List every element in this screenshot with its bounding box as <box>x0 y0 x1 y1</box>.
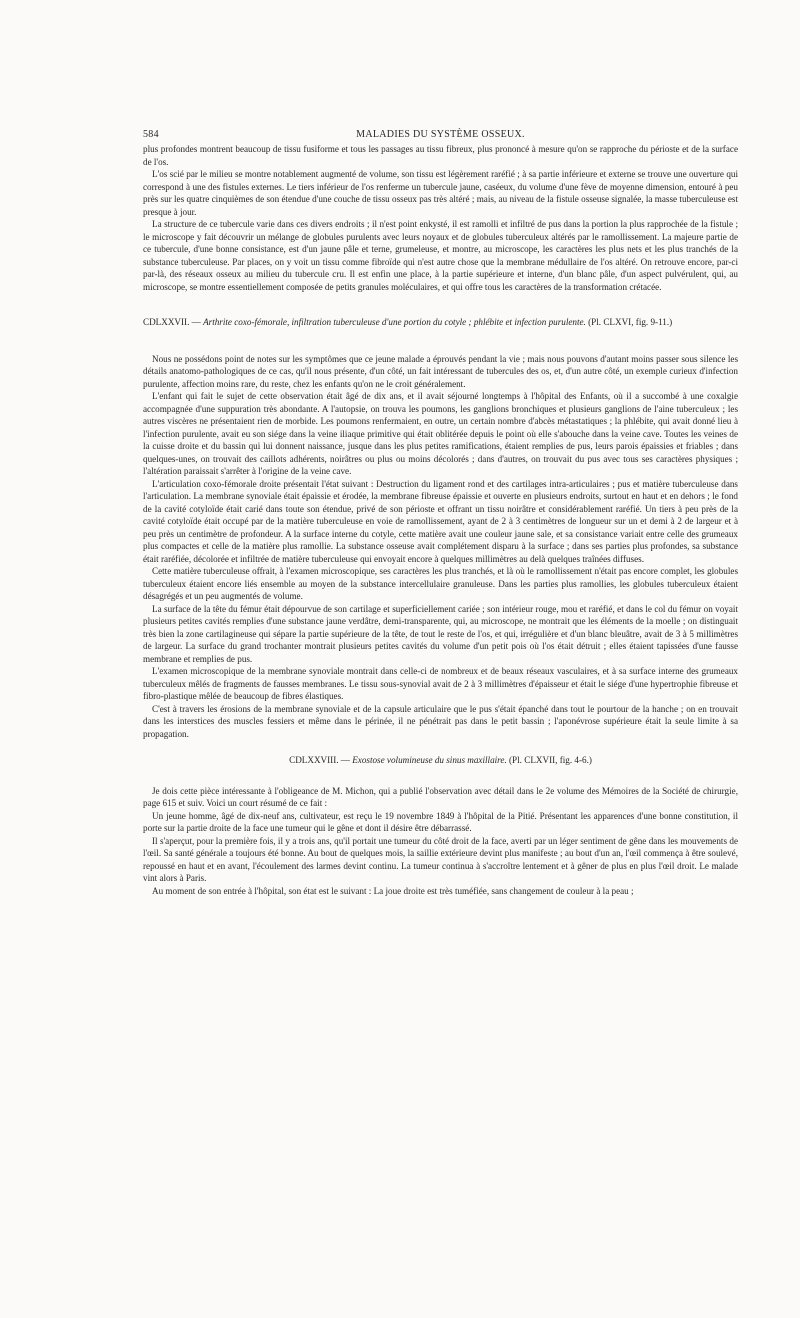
observation-heading: CDLXXVII. — Arthrite coxo-fémorale, infiltration tuberculeuse d'une portion du cotyle ; phlébite et infection purulente. (Pl. CLXVI, fig. 9-11.) <box>143 317 673 327</box>
paragraph: L'examen microscopique de la membrane synoviale montrait dans celle-ci de nombreux et de beaux réseaux vasculaires, et à sa surface interne des grumeaux tuberculeux mêlés de fragments de fausses membranes. Le tissu sous-synovial avait de 2 à 3 millimètres d'épaisseur et était le siége d'une hypertrophie fibreuse et fibro-plastique mêlée de beaucoup de fibres élastiques. <box>143 666 738 701</box>
paragraph: Cette matière tuberculeuse offrait, à l'examen microscopique, ses caractères les plus tranchés, et là où le ramollissement n'était pas encore complet, les globules tuberculeux étaient encore liés ensemble au moyen de la substance intercellulaire granuleuse. Dans les parties plus ramollies, les globules tuberculeux étaient désagrégés et un peu augmentés de volume. <box>143 566 738 601</box>
paragraph: C'est à travers les érosions de la membrane synoviale et de la capsule articulaire que le pus s'était épanché dans tout le pourtour de la hanche ; on en trouvait dans les interstices des muscles fessiers et même dans le périnée, il ne pénétrait pas dans le petit bassin ; l'aponévrose supérieure était la seule limite à sa propagation. <box>143 703 738 739</box>
observation-title: Arthrite coxo-fémorale, infiltration tuberculeuse d'une portion du cotyle ; phlébite et infection purulente. <box>203 317 586 327</box>
paragraph: Il s'aperçut, pour la première fois, il y a trois ans, qu'il portait une tumeur du côté droit de la face, averti par un léger sentiment de gêne dans les mouvements de l'œil. Sa santé générale a toujours été bonne. Au bout de quelques mois, la saillie extérieure devint plus manifeste ; au bout d'un an, l'œil commença à être soulevé, repoussé en haut et en avant, l'écoulement des larmes devint continu. La tumeur continua à s'accroître lentement et à gêner de plus en plus l'œil droit. Le malade vint alors à Paris. <box>143 835 738 883</box>
observation-reference: (Pl. CLXVI, fig. 9-11.) <box>588 317 673 327</box>
paragraph: L'articulation coxo-fémorale droite présentait l'état suivant : Destruction du ligament rond et des cartilages intra-articulaires ; pus et matière tuberculeuse dans l'articulation. La membrane synoviale était épaissie et érodée, la membrane fibreuse épaissie et ouverte en plusieurs endroits, surtout en haut et en dehors ; le fond de la cavité cotyloïde était carié dans toute son étendue, privé de son périoste et offrant un tissu noirâtre et considérablement raréfié. Un tiers à peu près de la cavité cotyloïde était occupé par de la matière tuberculeuse en voie de ramollissement, ayant de 2 à 3 centimètres de longueur sur un et demi à 2 de largeur et à peu près un centimètre de profondeur. A la surface interne du cotyle, cette matière avait une couleur jaune sale, et sa consistance variait entre celle des grumeaux plus compactes et celle de la matière plus ramollie. La substance osseuse avait complétement disparu à la surface ; dans ses parties plus profondes, sa substance était raréfiée, décolorée et infiltrée de matière tuberculeuse qui envoyait encore à quelques millimètres au delà quelques traînées diffuses. <box>143 478 738 564</box>
paragraph: plus profondes montrent beaucoup de tissu fusiforme et tous les passages au tissu fibreux, plus prononcé à mesure qu'on se rapproche du périoste et de la surface de l'os. <box>143 144 738 167</box>
running-title: MALADIES DU SYSTÈME OSSEUX. <box>356 129 525 140</box>
observation-heading <box>143 754 738 767</box>
observation-reference: (Pl. CLXVII, fig. 4-6.) <box>509 755 592 765</box>
section-continued <box>143 143 738 293</box>
observation-body <box>143 353 738 741</box>
paragraph: La surface de la tête du fémur était dépourvue de son cartilage et superficiellement cariée ; son intérieur rouge, mou et raréfié, et dans le col du fémur on voyait plusieurs petites cavités remplies d'une substance jaune verdâtre, demi-transparente, qui, au microscope, ne montrait que les éléments de la moelle ; on distinguait très bien la zone cartilagineuse qui sépare la partie supérieure de la tête, de tout le reste de l'os, et qui, irrégulière et d'un blanc bleuâtre, avait de 3 à 5 millimètres de largeur. La surface du grand trochanter montrait plusieurs petites cavités du volume d'un petit pois où l'os était détruit ; elles étaient tapissées d'une fausse membrane et remplies de pus. <box>143 603 738 664</box>
paragraph: Au moment de son entrée à l'hôpital, son état est le suivant : La joue droite est très tuméfiée, sans changement de couleur à la peau ; <box>152 885 634 896</box>
paragraph: L'os scié par le milieu se montre notablement augmenté de volume, son tissu est légèrement raréfié ; à sa partie inférieure et externe se trouve une ouverture qui correspond à une des fistules externes. Le tiers inférieur de l'os renferme un tubercule jaune, caséeux, du volume d'une fève de moyenne dimension, entouré à peu près sur les quatre cinquièmes de son étendue d'une couche de tissu osseux pas très altéré ; mais, au niveau de la fistule osseuse signalée, la masse tuberculeuse est presque à jour. <box>143 169 738 217</box>
page <box>143 129 738 897</box>
paragraph: Nous ne possédons point de notes sur les symptômes que ce jeune malade a éprouvés pendant la vie ; mais nous pouvons d'autant moins passer sous silence les détails anatomo-pathologiques de ce cas, qu'il nous présente, d'un côté, un fait intéressant de tubercules des os, et, d'un autre côté, un exemple curieux d'infection purulente, affection moins rare, du reste, chez les enfants qu'on ne le croit généralement. <box>143 353 738 389</box>
paragraph: L'enfant qui fait le sujet de cette observation était âgé de dix ans, et il avait séjourné longtemps à l'hôpital des Enfants, où il a succombé à une coxalgie accompagnée d'une suppuration très abondante. A l'autopsie, on trouva les poumons, les ganglions bronchiques et plusieurs ganglions de l'aine tuberculeux ; les autres viscères ne présentaient rien de morbide. Les poumons renfermaient, en outre, un certain nombre d'abcès métastatiques ; la phlébite, qui avait donné lieu à l'infection purulente, avait eu son siége dans la veine iliaque primitive qui était oblitérée depuis le point où elle s'abouche dans la veine cave. Toutes les veines de la cuisse droite et du bassin qui lui donnent naissance, jusque dans les plus petites ramifications, étaient remplies de pus, leurs parois épaissies et friables ; dans quelques-unes, on trouvait des caillots adhérents, noirâtres ou plus ou moins décolorés ; dans d'autres, on trouvait du pus avec tous ses caractères physiques ; l'altération paraissait s'arrêter à l'origine de la veine cave. <box>143 391 738 476</box>
observation-body <box>143 785 738 898</box>
observation-number: CDLXXVIII. — <box>289 755 350 765</box>
paragraph: Je dois cette pièce intéressante à l'obligeance de M. Michon, qui a publié l'observation avec détail dans le 2e volume des Mémoires de la Société de chirurgie, page 615 et suiv. Voici un court résumé de ce fait : <box>143 785 738 808</box>
observation-number: CDLXXVII. <box>143 317 190 327</box>
paragraph: Un jeune homme, âgé de dix-neuf ans, cultivateur, est reçu le 19 novembre 1849 à l'hôpital de la Pitié. Présentant les apparences d'une bonne constitution, il porte sur la partie droite de la face une tumeur qui le gêne et dont il désire être débarrassé. <box>143 810 738 833</box>
observation-title: Exostose volumineuse du sinus maxillaire. <box>352 755 507 765</box>
running-head <box>143 129 738 142</box>
page-number: 584 <box>143 129 159 140</box>
paragraph: La structure de ce tubercule varie dans ces divers endroits ; il n'est point enkysté, il est ramolli et infiltré de pus dans la portion la plus rapprochée de la fistule ; le microscope y fait découvrir un mélange de globules purulents avec leurs noyaux et de globules tuberculeux altérés par le ramollissement. La majeure partie de ce tubercule, d'une bonne consistance, est d'un jaune pâle et terne, grumeleuse, et montre, au microscope, les caractères les plus nets et les plus tranchés de la substance tuberculeuse. Par places, on y voit un tissu comme fibroïde qui n'est autre chose que la membrane médullaire de l'os altéré. On retrouve encore, par-ci par-là, des réseaux osseux au milieu du tubercule cru. Il est enfin une place, à la partie supérieure et interne, d'un blanc pâle, d'un aspect pulvérulent, qui, au microscope, se montre essentiellement composée de petits granules moléculaires, et qui offre tous les caractères de la transformation crétacée. <box>143 219 738 292</box>
